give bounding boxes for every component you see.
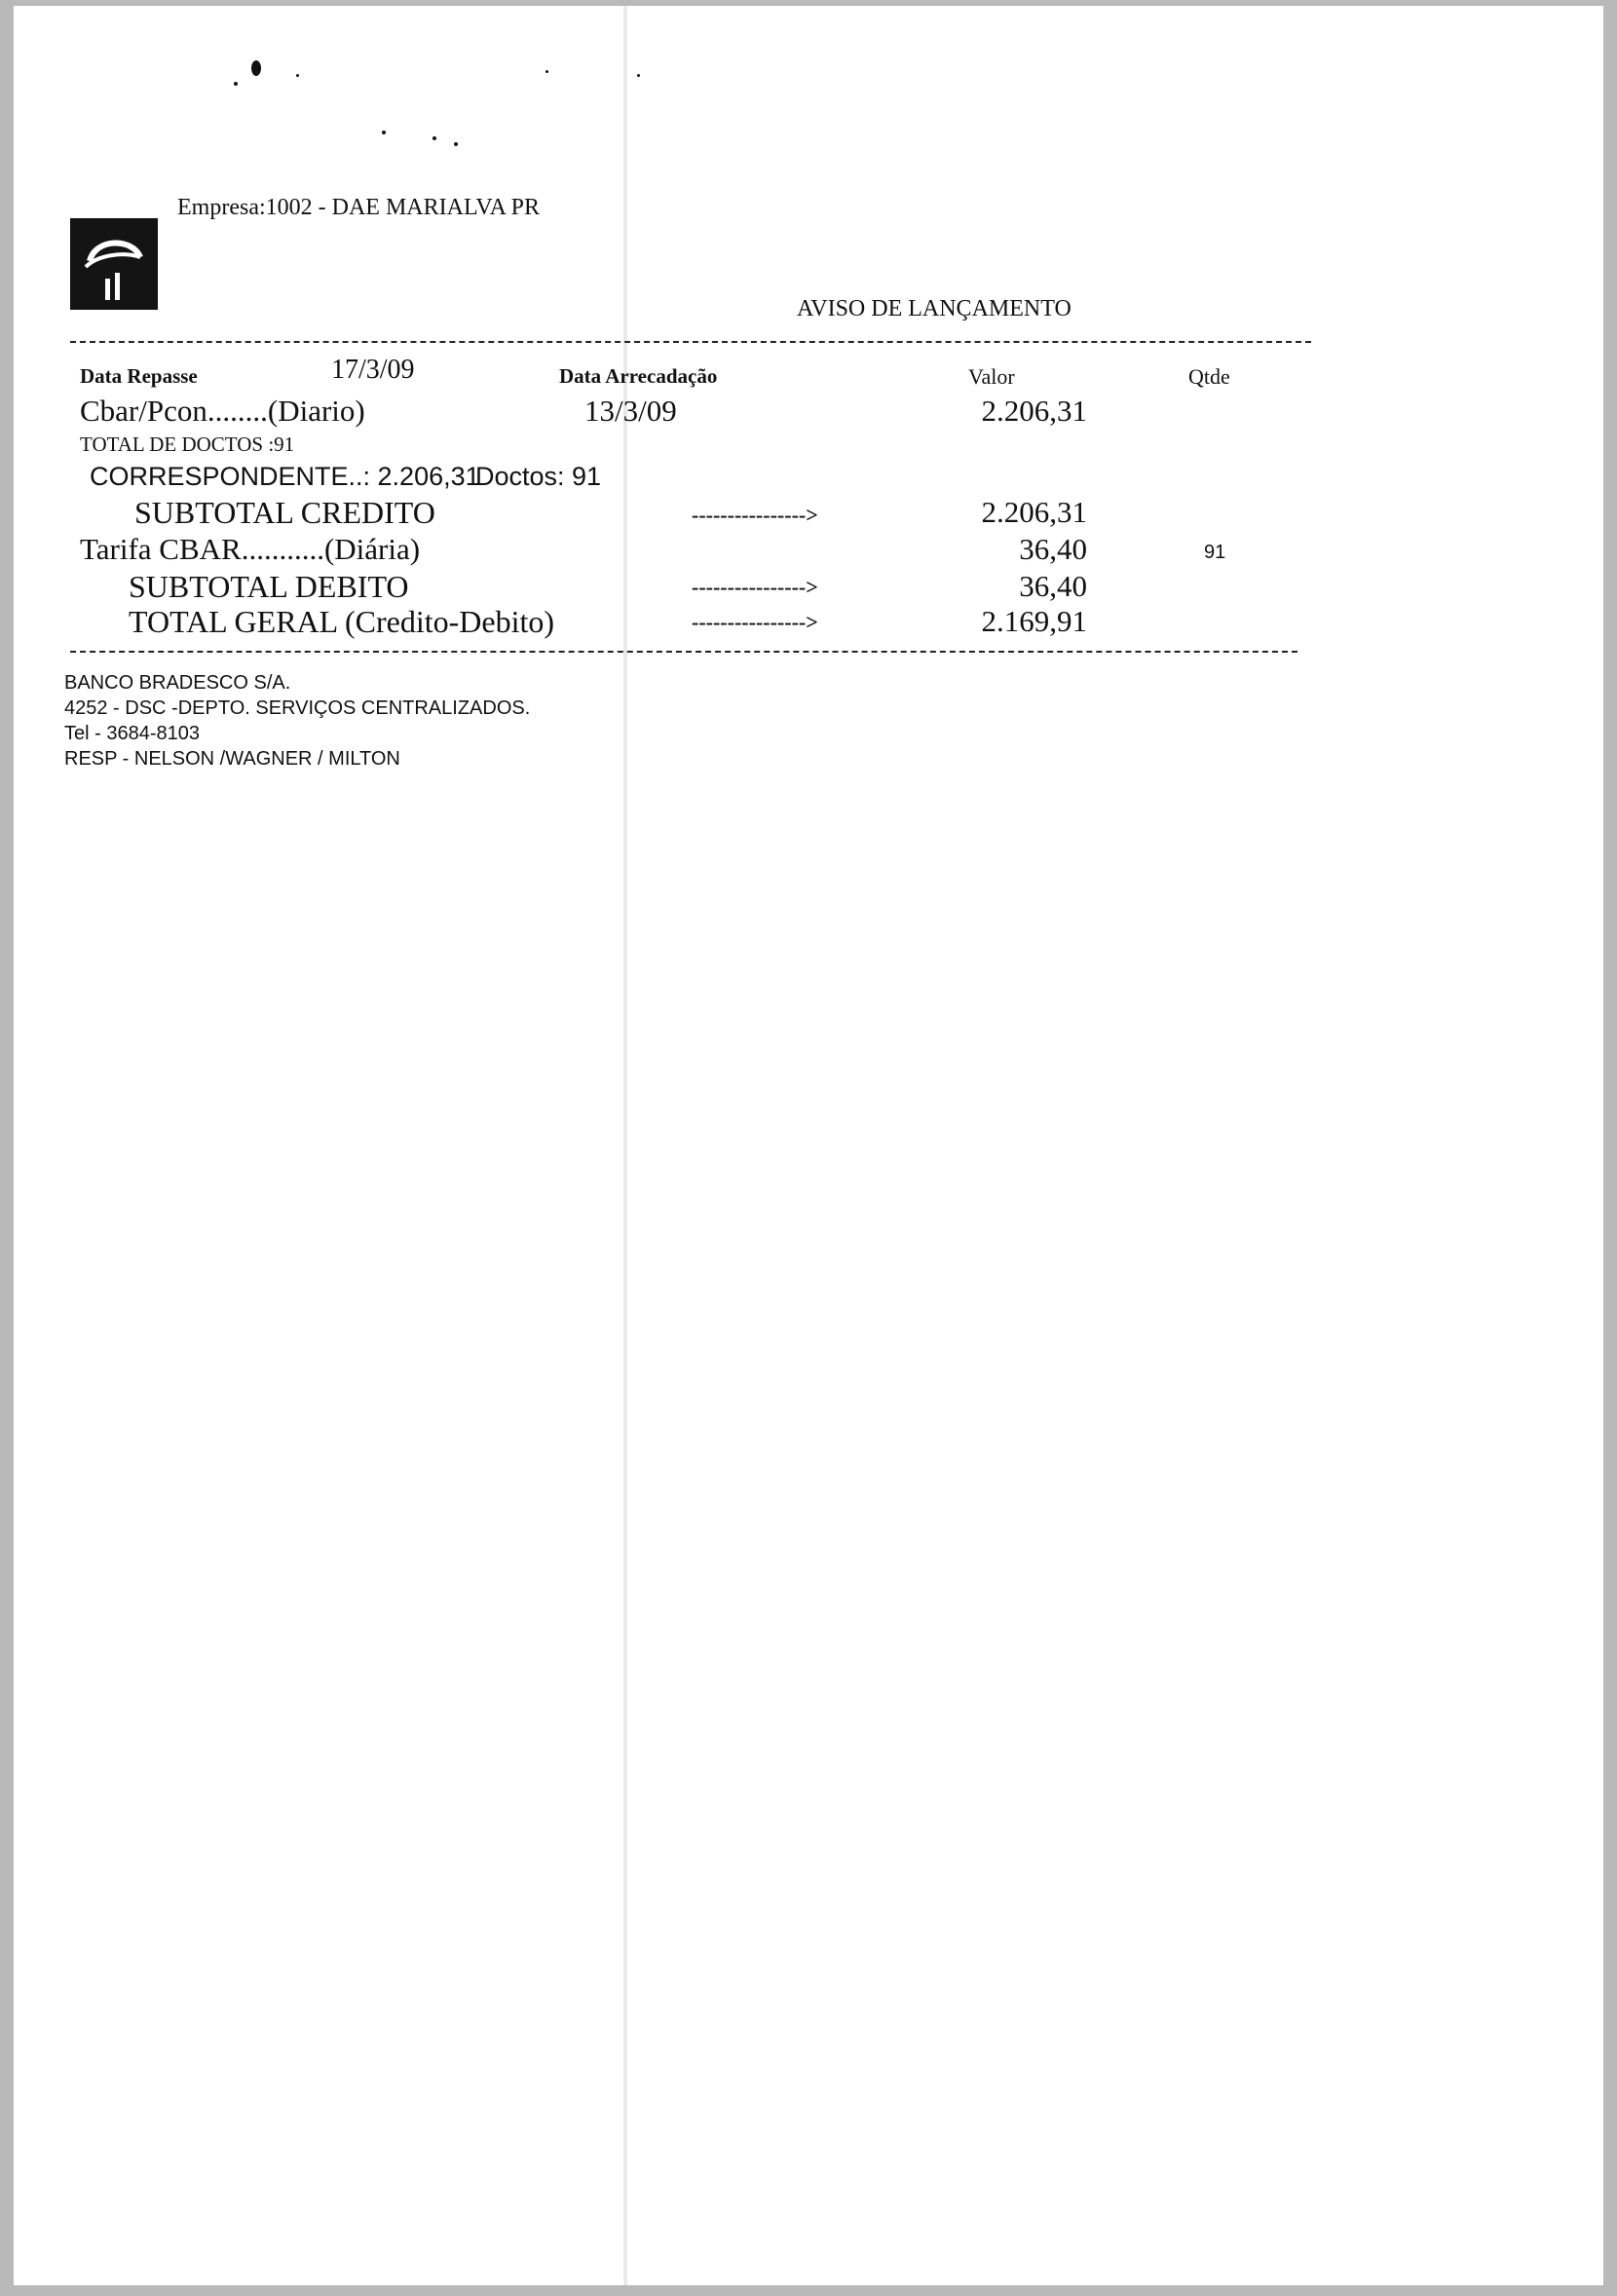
divider-bottom [70,651,1297,653]
cbar-date: 13/3/09 [584,394,677,428]
subtotal-credito-value: 2.206,31 [981,495,1087,529]
subtotal-debito-value: 36,40 [1019,569,1087,603]
cbar-label: Cbar/Pcon........(Diario) [80,394,365,428]
subtotal-credito-label: SUBTOTAL CREDITO [134,495,435,530]
valor-label: Valor [968,364,1015,389]
empresa-header: Empresa:1002 - DAE MARIALVA PR [177,195,541,220]
divider-top [70,341,1311,343]
subtotal-debito-arrow: ----------------> [692,575,818,599]
scan-speck [382,131,386,134]
total-geral-value: 2.169,91 [981,604,1087,638]
data-arrecadacao-label: Data Arrecadação [559,364,718,388]
scan-artifact-line [623,6,627,2285]
bradesco-logo [70,218,158,310]
scan-speck [296,74,299,77]
total-geral-arrow: ----------------> [692,610,818,634]
scan-speck [251,60,261,76]
tarifa-value: 36,40 [1019,532,1087,566]
footer-responsible: RESP - NELSON /WAGNER / MILTON [64,748,400,770]
document-title: AVISO DE LANÇAMENTO [797,296,1072,321]
bradesco-logo-icon [70,218,158,310]
document-page [14,6,1603,2285]
footer-department: 4252 - DSC -DEPTO. SERVIÇOS CENTRALIZADOS. [64,697,531,719]
subtotal-debito-label: SUBTOTAL DEBITO [129,569,409,604]
scan-speck [234,82,238,86]
scan-speck [637,74,640,77]
scan-speck [432,136,436,140]
correspondente-line: CORRESPONDENTE..: 2.206,31 [90,462,480,491]
data-repasse-value: 17/3/09 [331,355,415,385]
data-repasse-label: Data Repasse [80,364,198,388]
footer-bank: BANCO BRADESCO S/A. [64,672,291,694]
scan-speck [454,142,458,146]
tarifa-qtde: 91 [1204,542,1226,563]
doctos-count: Doctos: 91 [475,462,602,491]
qtde-label: Qtde [1188,364,1230,389]
total-doctos: TOTAL DE DOCTOS :91 [80,433,295,456]
footer-phone: Tel - 3684-8103 [64,723,200,744]
subtotal-credito-arrow: ----------------> [692,503,818,527]
scan-speck [545,70,548,73]
tarifa-label: Tarifa CBAR...........(Diária) [80,532,421,566]
cbar-value: 2.206,31 [981,394,1087,428]
total-geral-label: TOTAL GERAL (Credito-Debito) [129,604,555,639]
